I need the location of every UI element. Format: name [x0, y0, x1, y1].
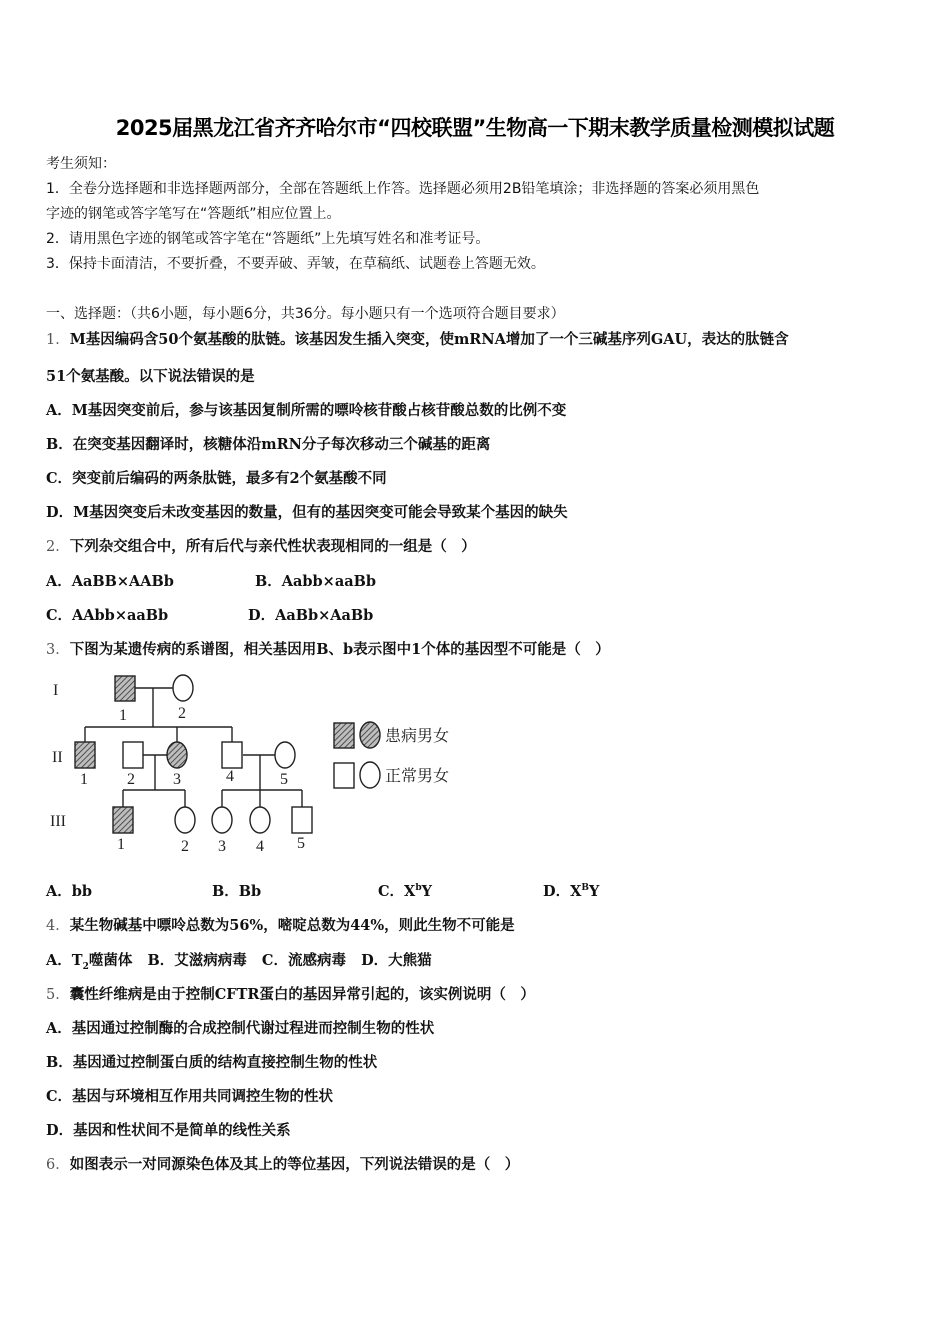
- generation-label: III: [50, 813, 66, 830]
- question-1-option-d[interactable]: D．M基因突变后未改变基因的数量，但有的基因突变可能会导致某个基因的缺失: [46, 504, 568, 521]
- question-number: 1．: [46, 332, 70, 348]
- question-5-option-c[interactable]: C．基因与环境相互作用共同调控生物的性状: [46, 1088, 334, 1105]
- question-2-option-d[interactable]: D．AaBb×AaBb: [248, 607, 374, 624]
- individual-III-1: [113, 807, 133, 833]
- notice-heading: 考生须知：: [46, 156, 116, 172]
- svg-text:5: 5: [297, 835, 305, 852]
- notice-item-1-cont: 字迹的钢笔或答字笔写在“答题纸”相应位置上。: [46, 206, 341, 222]
- svg-text:2: 2: [178, 705, 186, 722]
- notice-item-2: 2．请用黑色字迹的钢笔或答字笔在“答题纸”上先填写姓名和准考证号。: [46, 231, 490, 247]
- question-2-option-a[interactable]: A．AaBB×AABb: [46, 573, 174, 590]
- page-title: 2025届黑龙江省齐齐哈尔市“四校联盟”生物高一下期末教学质量检测模拟试题: [115, 116, 835, 140]
- individual-II-4: [222, 742, 242, 768]
- question-number: 2．: [46, 539, 70, 555]
- question-2-stem: 2．下列杂交组合中，所有后代与亲代性状表现相同的一组是（ ）: [46, 538, 476, 555]
- svg-text:1: 1: [119, 707, 127, 724]
- question-3-stem: 3．下图为某遗传病的系谱图，相关基因用B、b表示图中1个体的基因型不可能是（ ）: [46, 641, 610, 658]
- question-4-options: [46, 949, 432, 972]
- svg-text:3: 3: [173, 771, 181, 788]
- individual-III-3: [212, 807, 232, 833]
- question-number: 4．: [46, 918, 70, 934]
- question-2-option-c[interactable]: C．AAbb×aaBb: [46, 607, 169, 624]
- svg-text:1: 1: [80, 771, 88, 788]
- svg-text:5: 5: [280, 771, 288, 788]
- individual-II-5: [275, 742, 295, 768]
- question-4-option-a[interactable]: A．$T_2$噬菌体: [46, 952, 133, 972]
- question-3-option-c[interactable]: C．$X^bY$: [378, 883, 432, 900]
- svg-text:3: 3: [218, 838, 226, 855]
- individual-II-2: [123, 742, 143, 768]
- generation-label: II: [52, 749, 63, 766]
- legend-normal-female-icon: [360, 762, 380, 788]
- individual-III-4: [250, 807, 270, 833]
- legend-affected-label: 患病男女: [385, 726, 450, 745]
- question-1-option-b[interactable]: B．在突变基因翻译时，核糖体沿mRN分子每次移动三个碱基的距离: [46, 436, 491, 453]
- question-5-stem: 5．囊性纤维病是由于控制CFTR蛋白的基因异常引起的，该实例说明（ ）: [46, 986, 535, 1003]
- question-5-option-b[interactable]: B．基因通过控制蛋白质的结构直接控制生物的性状: [46, 1054, 378, 1071]
- question-4-option-b[interactable]: B．艾滋病病毒: [147, 952, 247, 969]
- svg-text:2: 2: [127, 771, 135, 788]
- question-number: 6．: [46, 1157, 70, 1173]
- question-4-option-c[interactable]: C．流感病毒: [261, 952, 346, 969]
- individual-I-2: [173, 675, 193, 701]
- question-5-option-d[interactable]: D．基因和性状间不是简单的线性关系: [46, 1122, 291, 1139]
- individual-II-1: [75, 742, 95, 768]
- question-1-option-c[interactable]: C．突变前后编码的两条肽链，最多有2个氨基酸不同: [46, 470, 387, 487]
- svg-text:2: 2: [181, 838, 189, 855]
- question-4-option-d[interactable]: D．大熊猫: [361, 952, 432, 969]
- individual-III-5: [292, 807, 312, 833]
- legend-affected-male-icon: [334, 723, 354, 748]
- notice-item-1: 1．全卷分选择题和非选择题两部分，全部在答题纸上作答。选择题必须用2B铅笔填涂；非选择题的答案必须用黑色: [46, 181, 760, 197]
- question-5-option-a[interactable]: A．基因通过控制酶的合成控制代谢过程进而控制生物的性状: [46, 1020, 435, 1037]
- section-heading: 一、选择题：（共6小题，每小题6分，共36分。每小题只有一个选项符合题目要求）: [46, 306, 565, 322]
- legend-normal-male-icon: [334, 763, 354, 788]
- notice-item-3: 3．保持卡面清洁，不要折叠，不要弄破、弄皱，在草稿纸、试题卷上答题无效。: [46, 256, 545, 272]
- legend-affected-female-icon: [360, 722, 380, 748]
- individual-III-2: [175, 807, 195, 833]
- question-4-stem: 4．某生物碱基中嘌呤总数为56%，嘧啶总数为44%，则此生物不可能是: [46, 917, 515, 934]
- question-1-option-a[interactable]: A．M基因突变前后，参与该基因复制所需的嘌呤核苷酸占核苷酸总数的比例不变: [46, 402, 567, 419]
- svg-text:4: 4: [226, 768, 234, 785]
- svg-text:1: 1: [117, 836, 125, 853]
- individual-II-3: [167, 742, 187, 768]
- question-number: 5．: [46, 987, 70, 1003]
- individual-I-1: [115, 676, 135, 701]
- svg-text:4: 4: [256, 838, 264, 855]
- question-1-stem: 1．M基因编码含50个氨基酸的肽链。该基因发生插入突变，使mRNA增加了一个三碱基序列GAU，表达的肽链含: [46, 331, 789, 348]
- question-number: 3．: [46, 642, 70, 658]
- question-3-option-b[interactable]: B．Bb: [212, 883, 262, 900]
- question-1-stem-cont: 51个氨基酸。以下说法错误的是: [46, 368, 255, 385]
- question-6-stem: 6．如图表示一对同源染色体及其上的等位基因，下列说法错误的是（ ）: [46, 1156, 520, 1173]
- question-3-option-a[interactable]: A．bb: [46, 883, 93, 900]
- question-2-option-b[interactable]: B．Aabb×aaBb: [255, 573, 377, 590]
- generation-label: I: [53, 682, 59, 699]
- legend-normal-label: 正常男女: [385, 766, 450, 785]
- question-3-option-d[interactable]: D．$X^BY$: [543, 883, 600, 900]
